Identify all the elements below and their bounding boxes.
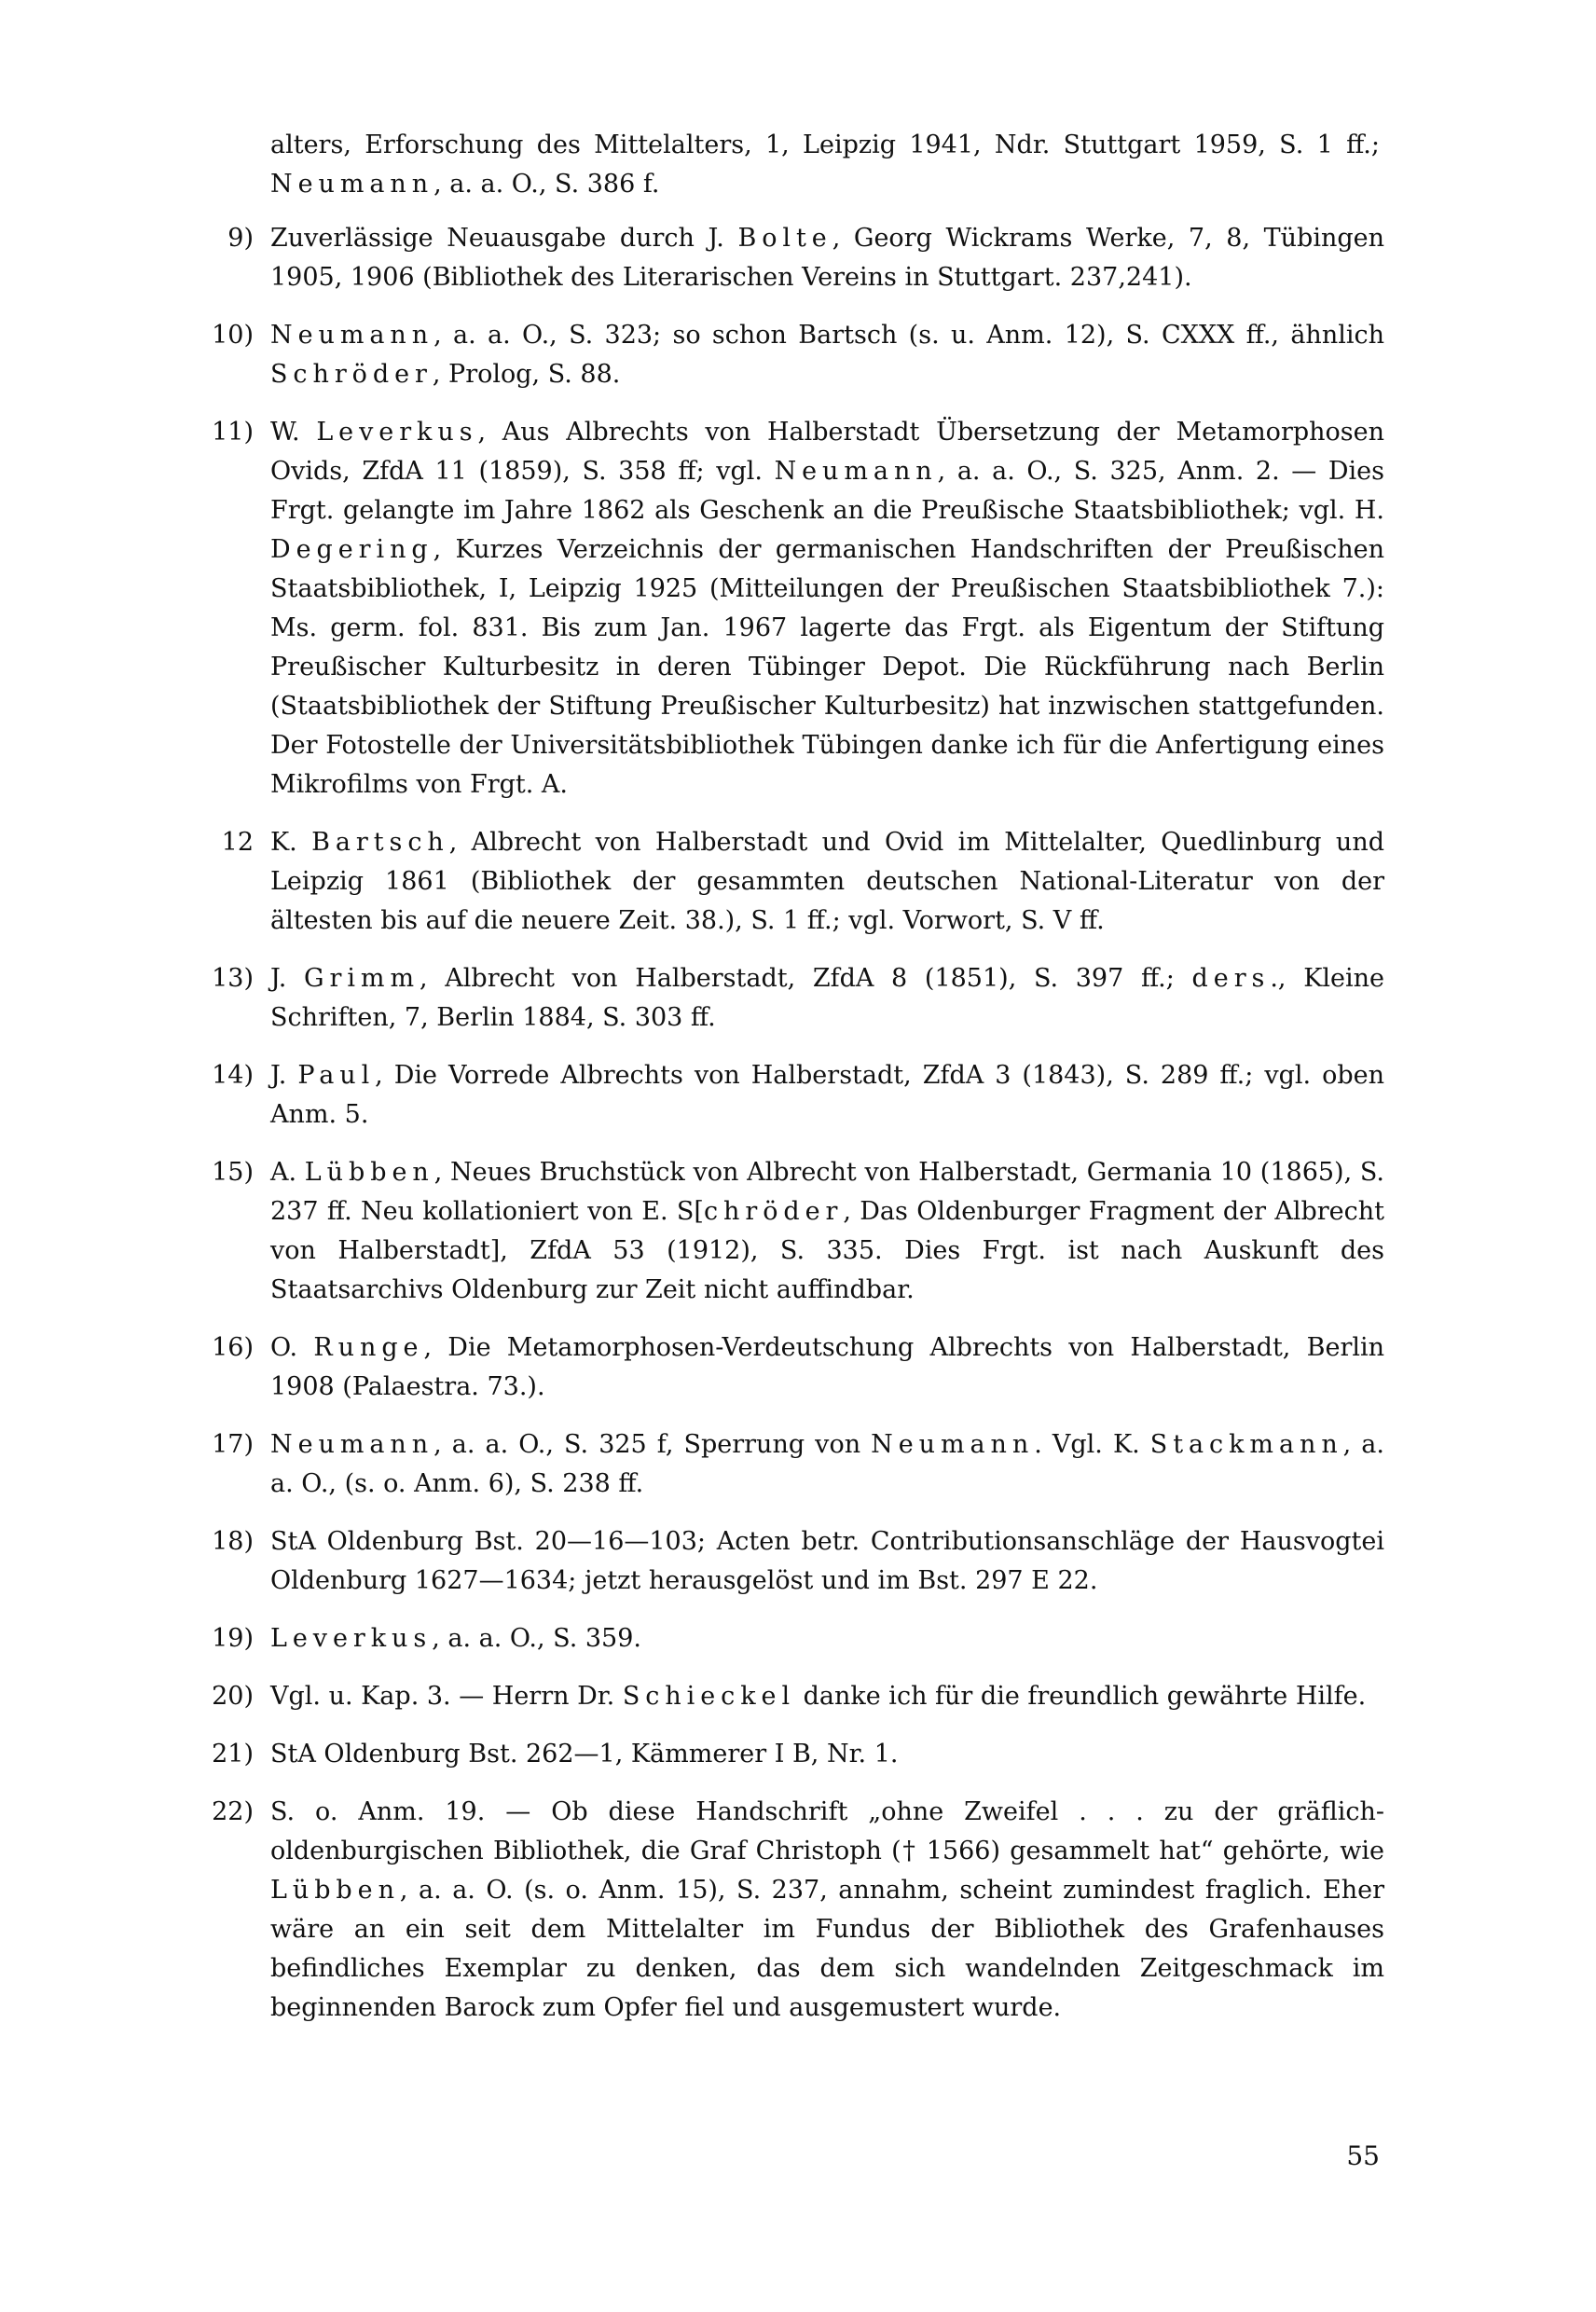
spaced-name: Neumann — [871, 1430, 1035, 1459]
spaced-name: Stackmann — [1149, 1430, 1343, 1459]
footnote-text — [270, 1735, 1384, 1774]
text-run: , a. a. O. (s. o. Anm. 15), S. 237, annahm, scheint zumindest fraglich. Eher wäre an ein seit dem Mittelalter im Fundus der Bibliothek des Grafenhauses befindliches Exemplar zu denken, das dem sich wandelnden Zeitgeschmack im beginnenden Barock zum Opfer fiel und ausgemustert wurde. — [270, 1876, 1384, 2022]
footnote — [186, 1677, 1384, 1716]
text-run: , Aus Albrechts von Halberstadt Übersetzung der Metamorphosen Ovids, ZfdA 11 (1859), S. 358 ff; vgl. — [270, 418, 1384, 486]
text-run: StA Oldenburg Bst. 20—16—103; Acten betr. Contributionsanschläge der Hausvogtei Oldenburg 1627—1634; jetzt herausgelöst und im Bst. 297 E 22. — [270, 1527, 1384, 1595]
footnote-number: 22) — [212, 1797, 254, 1826]
text-run: , Die Vorrede Albrechts von Halberstadt, ZfdA 3 (1843), S. 289 ff.; vgl. oben Anm. 5. — [270, 1061, 1384, 1129]
footnote-text — [270, 1425, 1384, 1504]
footnote — [186, 1328, 1384, 1407]
text-run: StA Oldenburg Bst. 262—1, Kämmerer I B, Nr. 1. — [270, 1740, 899, 1768]
text-run: Zuverlässige Neuausgabe durch J. — [270, 224, 738, 253]
footnote-text — [270, 316, 1384, 394]
spaced-name: Neumann — [270, 1430, 434, 1459]
text-run: , a. a. O., S. 359. — [432, 1624, 641, 1653]
spaced-name: ders — [1191, 964, 1271, 993]
text-run: J. — [270, 1061, 298, 1090]
footnote — [186, 823, 1384, 941]
footnote-number: 16) — [212, 1333, 254, 1362]
spaced-name: Neumann — [270, 321, 434, 350]
text-run: , Das Oldenburger Fragment der Albrecht von Halberstadt], ZfdA 53 (1912), S. 335. Dies Frgt. ist nach Auskunft des Staatsarchivs Oldenburg zur Zeit nicht auffindbar. — [270, 1197, 1384, 1304]
footnote — [186, 1056, 1384, 1135]
footnote-text — [270, 1793, 1384, 2028]
spaced-name: Lübben — [304, 1158, 434, 1187]
text-run: , a. a. O., S. 325 f, Sperrung von — [433, 1430, 872, 1459]
footnote — [186, 1522, 1384, 1601]
text-run: danke ich für die freundlich gewährte Hilfe. — [795, 1682, 1367, 1711]
footnote-number: 19) — [212, 1624, 254, 1653]
text-run: Vgl. u. Kap. 3. — Herrn Dr. — [270, 1682, 623, 1711]
footnote-text — [270, 823, 1384, 941]
footnote — [186, 413, 1384, 805]
page-number: 55 — [1346, 2140, 1380, 2171]
spaced-name: Grimm — [304, 964, 420, 993]
footnote-text — [270, 219, 1384, 297]
text-run: , a. a. O., S. 323; so schon Bartsch (s. u. Anm. 12), S. CXXX ff., ähnlich — [433, 321, 1384, 350]
footnote — [186, 219, 1384, 297]
footnote-number: 9) — [227, 224, 254, 253]
text-run: O. — [270, 1333, 314, 1362]
text-run: , Georg Wickrams Werke, 7, 8, Tübingen 1905, 1906 (Bibliothek des Literarischen Vereins in Stuttgart. 237,241). — [270, 224, 1384, 292]
text-run: , Neues Bruchstück von Albrecht von Halberstadt, Germania 10 (1865), S. 237 ff. Neu kollationiert von E. S[ — [270, 1158, 1384, 1226]
text-run: K. — [270, 828, 312, 857]
spaced-name: Schieckel — [622, 1682, 796, 1711]
footnote — [186, 1153, 1384, 1310]
footnote — [186, 1619, 1384, 1658]
spaced-name: Leverkus — [316, 418, 478, 447]
spaced-name: chröder — [703, 1197, 844, 1226]
text-run: , a. a. O., S. 325, Anm. 2. — Dies Frgt. gelangte im Jahre 1862 als Geschenk an die Preußische Staatsbibliothek; vgl. H. — [270, 457, 1384, 525]
text-run: , Prolog, S. 88. — [432, 360, 621, 389]
footnote-text — [270, 1153, 1384, 1310]
spaced-name: Leverkus — [270, 1624, 433, 1653]
spaced-name: Bolte — [737, 224, 832, 253]
text-run: . Vgl. K. — [1034, 1430, 1150, 1459]
footnote-number: 17) — [212, 1430, 254, 1459]
footnote-text — [270, 413, 1384, 805]
footnote — [186, 1735, 1384, 1774]
text-run: W. — [270, 418, 317, 447]
footnote — [186, 1425, 1384, 1504]
text-run: S. o. Anm. 19. — Ob diese Handschrift „ohne Zweifel . . . zu der gräflich-oldenburgischen Bibliothek, die Graf Christoph († 1566) gesammelt hat“ gehörte, wie — [270, 1797, 1384, 1865]
footnote-text — [270, 1522, 1384, 1601]
footnote-text — [270, 1677, 1384, 1716]
spaced-name: Bartsch — [311, 828, 449, 857]
footnote — [186, 316, 1384, 394]
text-run: , Albrecht von Halberstadt, ZfdA 8 (1851), S. 397 ff.; — [420, 964, 1192, 993]
footnote-number: 14) — [212, 1061, 254, 1090]
footnote-number: 15) — [212, 1158, 254, 1187]
text-run: , Kurzes Verzeichnis der germanischen Handschriften der Preußischen Staatsbibliothek, I, Leipzig 1925 (Mitteilungen der Preußischen Staatsbibliothek 7.): Ms. germ. fol. 831. Bis zum Jan. 1967 lagerte das Frgt. als Eigentum der Stiftung Preußischer Kulturbesitz in deren Tübinger Depot. Die Rückführung nach Berlin (Staatsbibliothek der Stiftung Preußischer Kulturbesitz) hat inzwischen stattgefunden. Der Fotostelle der Universitätsbibliothek Tübingen danke ich für die Anfertigung eines Mikrofilms von Frgt. A. — [270, 535, 1384, 799]
footnote — [186, 1793, 1384, 2028]
spaced-name: Degering — [270, 535, 433, 564]
footnote-number: 13) — [212, 964, 254, 993]
text-run: , Die Metamorphosen-Verdeutschung Albrechts von Halberstadt, Berlin 1908 (Palaestra. 73.). — [270, 1333, 1385, 1401]
spaced-name: Paul — [297, 1061, 376, 1090]
text-run: A. — [270, 1158, 305, 1187]
footnote-number: 20) — [212, 1682, 254, 1711]
footnote-number: 12 — [221, 828, 254, 857]
footnote-text — [270, 1056, 1384, 1135]
text-run: ., Kleine Schriften, 7, Berlin 1884, S. 303 ff. — [270, 964, 1384, 1032]
text-run: , a. a. O., (s. o. Anm. 6), S. 238 ff. — [270, 1430, 1384, 1498]
footnote-number: 18) — [212, 1527, 254, 1556]
text-run: J. — [270, 964, 304, 993]
footnote — [186, 959, 1384, 1038]
footnote-continuation: alters, Erforschung des Mittelalters, 1, Leipzig 1941, Ndr. Stuttgart 1959, S. 1 ff.; Neumann, a. a. O., S. 386 f. — [270, 131, 1380, 199]
spaced-name: Schröder — [270, 360, 433, 389]
footnote-text — [270, 1619, 1384, 1658]
footnote-text — [270, 959, 1384, 1038]
spaced-name: Lübben — [270, 1876, 400, 1905]
text-run: , Albrecht von Halberstadt und Ovid im Mittelalter, Quedlinburg und Leipzig 1861 (Bibliothek der gesammten deutschen National-Literatur von der ältesten bis auf die neuere Zeit. 38.), S. 1 ff.; vgl. Vorwort, S. V ff. — [270, 828, 1384, 935]
footnote-number: 10) — [212, 321, 254, 350]
footnote-text — [270, 1328, 1384, 1407]
spaced-name: Neumann — [774, 457, 938, 486]
footnote-number: 21) — [212, 1740, 254, 1768]
footnote-number: 11) — [212, 418, 254, 447]
footnotes-list — [186, 219, 1384, 2046]
spaced-name: Runge — [313, 1333, 424, 1362]
